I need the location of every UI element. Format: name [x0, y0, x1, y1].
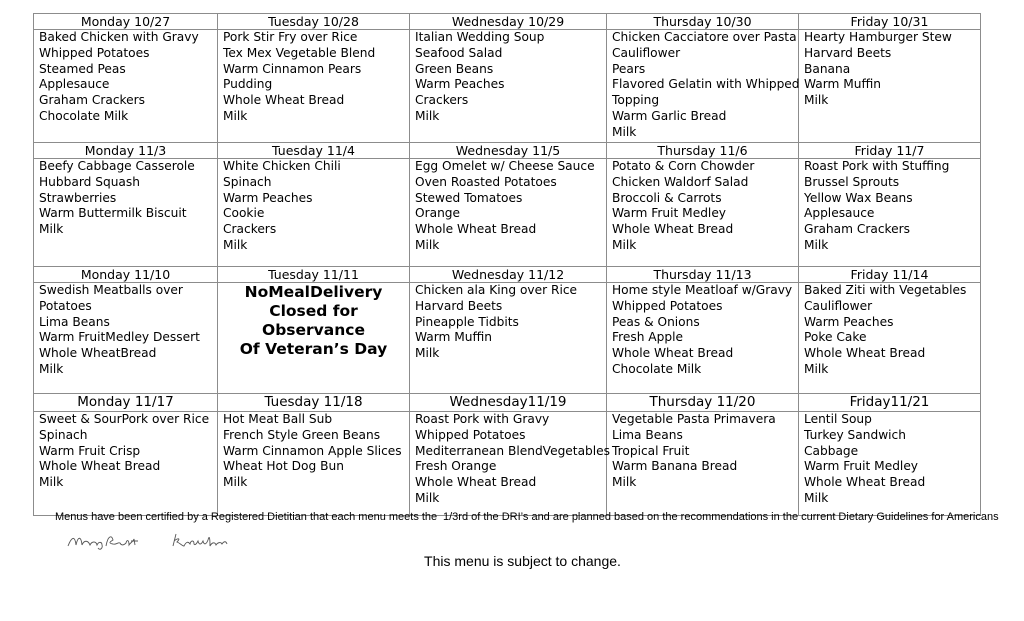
week-header-row — [34, 267, 981, 283]
menu-item: Milk — [612, 475, 637, 490]
certification-text-overlap: 1/3rd of the DRI’s and are planned based on the recommendations in the current Dietary Guidelines for Americans — [443, 511, 999, 523]
day-header: Wednesday11/19 — [410, 394, 607, 412]
notice-line: Observance — [262, 321, 365, 339]
day-header: Thursday 10/30 — [607, 14, 799, 30]
menu-item: Whole Wheat Bread — [804, 346, 926, 361]
day-menu — [218, 30, 410, 143]
menu-item: Warm Peaches — [223, 190, 313, 205]
menu-item: Turkey Sandwich — [804, 427, 906, 442]
menu-item: Whole Wheat Bread — [415, 222, 537, 237]
day-header: Tuesday 10/28 — [218, 14, 410, 30]
day-menu — [799, 412, 981, 516]
menu-item: Oven Roasted Potatoes — [415, 174, 557, 189]
menu-item: Tropical Fruit — [612, 443, 690, 458]
menu-item: Milk — [804, 490, 829, 505]
menu-item: Milk — [39, 361, 64, 376]
menu-item: Tex Mex Vegetable Blend — [223, 45, 376, 60]
menu-item: Harvard Beets — [804, 45, 892, 60]
menu-item: Chicken ala King over Rice — [415, 283, 578, 297]
menu-item: Milk — [415, 346, 440, 361]
menu-item: Applesauce — [804, 206, 875, 221]
menu-item: Pudding — [223, 77, 273, 92]
menu-item: Chicken Waldorf Salad — [612, 174, 749, 189]
menu-item: Yellow Wax Beans — [804, 190, 913, 205]
day-menu — [607, 30, 799, 143]
menu-item: Pork Stir Fry over Rice — [223, 30, 358, 44]
menu-item: Roast Pork with Stuffing — [804, 159, 950, 173]
menu-item: Milk — [415, 237, 440, 252]
day-header: Tuesday 11/18 — [218, 394, 410, 412]
closure-notice — [218, 283, 410, 394]
menu-item: Flavored Gelatin with Whipped — [612, 77, 800, 92]
menu-item: Vegetable Pasta Primavera — [612, 412, 776, 426]
menu-item: Spinach — [223, 174, 272, 189]
menu-item: Warm Peaches — [415, 77, 505, 92]
menu-item: Whole Wheat Bread — [804, 475, 926, 490]
menu-item: Graham Crackers — [39, 93, 146, 108]
menu-calendar-table — [33, 13, 981, 516]
day-menu — [218, 159, 410, 267]
menu-item: Graham Crackers — [804, 222, 911, 237]
day-header: Thursday 11/6 — [607, 143, 799, 159]
menu-item: Milk — [804, 361, 829, 376]
menu-item: Warm Fruit Medley — [612, 206, 727, 221]
day-header: Friday11/21 — [799, 394, 981, 412]
menu-item: Warm Banana Bread — [612, 459, 738, 474]
week-menu-row — [34, 283, 981, 394]
menu-item: Warm Fruit Medley — [804, 459, 919, 474]
menu-item: Chocolate Milk — [612, 361, 702, 376]
menu-item: Beefy Cabbage Casserole — [39, 159, 195, 173]
menu-item: Milk — [223, 475, 248, 490]
day-header: Thursday 11/13 — [607, 267, 799, 283]
menu-item: Warm Fruit Crisp — [39, 443, 141, 458]
day-header: Friday 11/7 — [799, 143, 981, 159]
menu-item: Brussel Sprouts — [804, 174, 900, 189]
menu-item: Cookie — [223, 206, 265, 221]
day-header: Tuesday 11/4 — [218, 143, 410, 159]
week-menu-row — [34, 412, 981, 516]
menu-item: Whipped Potatoes — [39, 45, 150, 60]
menu-item: Baked Chicken with Gravy — [39, 30, 199, 44]
day-header: Tuesday 11/11 — [218, 267, 410, 283]
week-header-row — [34, 394, 981, 412]
menu-item: Crackers — [415, 93, 469, 108]
week-header-row — [34, 14, 981, 30]
menu-item: Fresh Orange — [415, 459, 497, 474]
menu-item: Swedish Meatballs over — [39, 283, 183, 297]
day-header: Monday 11/10 — [34, 267, 218, 283]
menu-item: Strawberries — [39, 190, 117, 205]
menu-item: Pineapple Tidbits — [415, 314, 519, 329]
menu-item: Milk — [223, 108, 248, 123]
menu-item: Topping — [612, 93, 660, 108]
menu-item: Whole Wheat Bread — [612, 346, 734, 361]
day-header: Monday 11/17 — [34, 394, 218, 412]
day-menu — [218, 412, 410, 516]
menu-item: Chocolate Milk — [39, 108, 129, 123]
menu-item: French Style Green Beans — [223, 427, 381, 442]
menu-item: Poke Cake — [804, 330, 867, 345]
menu-item: Crackers — [223, 222, 277, 237]
day-header: Friday 11/14 — [799, 267, 981, 283]
menu-item: Hubbard Squash — [39, 174, 140, 189]
menu-item: Roast Pork with Gravy — [415, 412, 550, 426]
day-header: Thursday 11/20 — [607, 394, 799, 412]
week-menu-row — [34, 30, 981, 143]
day-menu — [34, 159, 218, 267]
menu-item: Banana — [804, 61, 851, 76]
menu-item: Broccoli & Carrots — [612, 190, 722, 205]
menu-item: Milk — [39, 222, 64, 237]
menu-item: Cauliflower — [804, 298, 873, 313]
menu-item: Warm FruitMedley Dessert — [39, 330, 200, 345]
menu-item: Mediterranean BlendVegetables — [415, 443, 611, 458]
menu-item: Seafood Salad — [415, 45, 503, 60]
day-menu — [34, 30, 218, 143]
menu-item: Whole Wheat Bread — [612, 222, 734, 237]
menu-item: Egg Omelet w/ Cheese Sauce — [415, 159, 595, 173]
menu-item: Peas & Onions — [612, 314, 700, 329]
day-menu — [410, 283, 607, 394]
menu-item: Milk — [223, 237, 248, 252]
menu-item: Lentil Soup — [804, 412, 872, 426]
change-notice: This menu is subject to change. — [424, 553, 621, 569]
menu-item: Whole WheatBread — [39, 346, 157, 361]
menu-item: Warm Garlic Bread — [612, 108, 727, 123]
menu-item: Stewed Tomatoes — [415, 190, 523, 205]
day-menu — [799, 30, 981, 143]
week-menu-row — [34, 159, 981, 267]
menu-item: Orange — [415, 206, 461, 221]
day-header: Monday 11/3 — [34, 143, 218, 159]
menu-item: Lima Beans — [612, 427, 683, 442]
day-menu — [799, 283, 981, 394]
week-header-row — [34, 143, 981, 159]
menu-item: Warm Buttermilk Biscuit — [39, 206, 187, 221]
menu-item: Cauliflower — [612, 45, 681, 60]
menu-item: Milk — [804, 93, 829, 108]
menu-item: Hot Meat Ball Sub — [223, 412, 333, 426]
menu-item: Pears — [612, 61, 646, 76]
menu-item: Milk — [804, 237, 829, 252]
menu-item: Italian Wedding Soup — [415, 30, 545, 44]
menu-item: Hearty Hamburger Stew — [804, 30, 952, 44]
menu-item: Wheat Hot Dog Bun — [223, 459, 344, 474]
menu-item: Milk — [612, 237, 637, 252]
menu-item: White Chicken Chili — [223, 159, 341, 173]
menu-item: Home style Meatloaf w/Gravy — [612, 283, 793, 297]
day-header: Wednesday 11/12 — [410, 267, 607, 283]
menu-item: Whole Wheat Bread — [415, 475, 537, 490]
menu-item: Milk — [415, 490, 440, 505]
signature-image — [66, 530, 286, 552]
menu-item: Milk — [612, 124, 637, 139]
notice-line: Closed for — [269, 302, 358, 320]
day-header: Wednesday 11/5 — [410, 143, 607, 159]
day-menu — [34, 283, 218, 394]
day-menu — [34, 412, 218, 516]
day-header: Monday 10/27 — [34, 14, 218, 30]
menu-item: Potatoes — [39, 298, 92, 313]
menu-item: Potato & Corn Chowder — [612, 159, 755, 173]
menu-item: Whipped Potatoes — [415, 427, 526, 442]
menu-item: Harvard Beets — [415, 298, 503, 313]
menu-item: Sweet & SourPork over Rice — [39, 412, 210, 426]
day-menu — [410, 30, 607, 143]
menu-item: Steamed Peas — [39, 61, 126, 76]
menu-item: Warm Muffin — [415, 330, 493, 345]
menu-item: Applesauce — [39, 77, 110, 92]
menu-item: Whole Wheat Bread — [39, 459, 161, 474]
menu-item: Milk — [415, 108, 440, 123]
day-header: Wednesday 10/29 — [410, 14, 607, 30]
menu-item: Whole Wheat Bread — [223, 93, 345, 108]
menu-item: Warm Muffin — [804, 77, 882, 92]
menu-item: Baked Ziti with Vegetables — [804, 283, 967, 297]
menu-item: Cabbage — [804, 443, 859, 458]
day-menu — [799, 159, 981, 267]
day-menu — [410, 159, 607, 267]
day-menu — [410, 412, 611, 516]
day-menu — [607, 159, 799, 267]
menu-item: Green Beans — [415, 61, 494, 76]
day-menu — [607, 412, 799, 516]
menu-item: Whipped Potatoes — [612, 298, 723, 313]
day-header: Friday 10/31 — [799, 14, 981, 30]
certification-text: Menus have been certified by a Registered Dietitian that each menu meets the — [55, 511, 438, 523]
menu-item: Chicken Cacciatore over Pasta — [612, 30, 797, 44]
menu-item: Lima Beans — [39, 314, 110, 329]
menu-item: Spinach — [39, 427, 88, 442]
menu-item: Warm Peaches — [804, 314, 894, 329]
notice-line: NoMealDelivery — [244, 283, 383, 301]
menu-item: Fresh Apple — [612, 330, 684, 345]
day-menu — [607, 283, 799, 394]
menu-item: Warm Cinnamon Pears — [223, 61, 362, 76]
menu-item: Warm Cinnamon Apple Slices — [223, 443, 402, 458]
notice-line: Of Veteran’s Day — [239, 340, 388, 358]
menu-item: Milk — [39, 475, 64, 490]
